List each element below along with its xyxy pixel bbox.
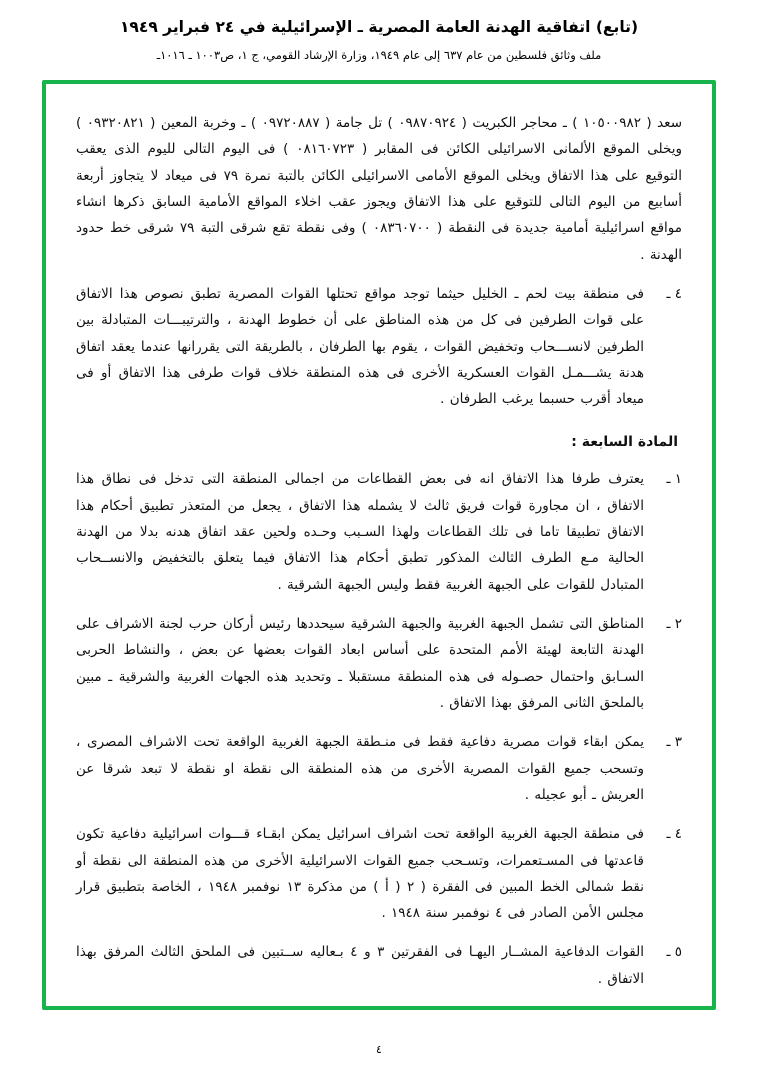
- article-marker: ٢ ـ: [666, 616, 682, 632]
- page-title: (تابع) اتفاقية الهدنة العامة المصرية ـ الإسرائيلية في ٢٤ فبراير ١٩٤٩: [119, 18, 639, 36]
- article-item-1: [76, 466, 682, 598]
- section-heading: المادة السابعة :: [571, 434, 678, 451]
- article-item-4: [76, 821, 682, 926]
- article-marker: ١ ـ: [666, 471, 682, 488]
- article-item-5: [76, 939, 682, 992]
- article-marker: ٤ ـ: [666, 826, 682, 843]
- paragraph-text: سعد ( ١٠٥٠٠٩٨٢ ) ـ محاجر الكبريت ( ٠٩٨٧٠٩٢٤ ) تل جامة ( ٠٩٧٢٠٨٨٧ ) ـ وخربة المعين ( ٠٩٣٢٠٨٢١ ) ويخلى الموقع الألمانى الاسرائيلى الكائن فى المقابر ( ٠٨١٦٠٧٢٣ ) فى اليوم التالى لليوم الذى يعقب التوقيع على هذا الاتفاق ويخلى الموقع الأمامى الاسرائيلى الكائن بالتبة نمرة ٧٩ فى ميعاد لا يتجاوز أربعة أسابيع من اليوم التالى للتوقيع على هذا الاتفاق ويجوز عقب اخلاء المواقع الأمامية السابق ذكرها انشاء مواقع اسرائيلية أمامية جديدة فى النقطة ( ٠٨٣٦٠٧٠٠ ) وفى نقطة تقع شرقى التبة ٧٩ شرقى خط حدود الهدنة .: [76, 115, 683, 263]
- article-text: يمكن ابقاء قوات مصرية دفاعية فقط فى منـطقة الجبهة الغربية الواقعة تحت الاشراف المصرى ، وتسحب جميع القوات المصرية الأخرى من هذه المنطقة الى نقطة او نقطة لا تبعد شرقا عن العريش ـ أبو عجيله .: [76, 734, 644, 803]
- article-text: فى منطقة الجبهة الغربية الواقعة تحت اشراف اسرائيل يمكن ابقـاء قـــوات اسرائيلية دفاعية تكون قاعدتها فى المسـتعمرات، وتسـحب جميع القوات الاسرائيلية الأخرى من هذه المنطقة الى نقطة أو نقط شمالى الخط المبين فى الفقرة ( ٢ ( أ ) من مذكرة ١٣ نوفمبر ١٩٤٨ ، الخاصة بتطبيق قرار مجلس الأمن الصادر فى ٤ نوفمبر سنة ١٩٤٨ .: [76, 826, 644, 922]
- content-frame: [42, 80, 716, 1010]
- source-note: ملف وثائق فلسطين من عام ٦٣٧ إلى عام ١٩٤٩، وزارة الإرشاد القومي، ج ١، ص١٠٠٣ ـ ١٠١٦ـ: [156, 48, 602, 63]
- article-marker: ٣ ـ: [666, 734, 682, 751]
- document-header: [0, 0, 758, 65]
- paragraph-continuation: [76, 110, 682, 268]
- paragraph-item-4: [76, 281, 682, 413]
- paragraph-marker: ٤ ـ: [666, 285, 682, 302]
- article-text: يعترف طرفا هذا الاتفاق انه فى بعض القطاعات من اجمالى المنطقة التى تدخل فى نطاق هذا الاتفاق ، ان مجاورة قوات فريق ثالث لا يشمله هذا الاتفاق ، يجعل من المتعذر تطبيق أحكام هذا الاتفاق تطبيقا تاما فى تلك القطاعات ولهذا السـبب وحـده ولحين عقد اتفاق هدنه بدلا من الهدنة الحالية مـع الطرف الثالث المذكور تطبق أحكام هذا الاتفاق فيما يتعلق بالتخفيض والانســحاب المتبادل للقوات على الجبهة الغربية فقط وليس الجبهة الشرقية .: [76, 471, 644, 593]
- content-body: [46, 84, 712, 1006]
- article-item-2: [76, 611, 682, 716]
- paragraph-text: فى منطقة بيت لحم ـ الخليل حيثما توجد مواقع تحتلها القوات المصرية تطبق نصوص هذا الاتفاق على قوات الطرفين فى كل من هذه المناطق على أن خطوط الهدنة ، والترتيبـــات المتبادلة بين الطرفين لانســـحاب وتخفيض القوات ، يقوم بها الطرفان ، بالطريقة التى يقررانها عندما يعقد اتفاق هدنة يشـــمـل القوات العسكرية الأخرى فى هذه المنطقة خلاف قوات طرفى هذا الاتفاق أو فى ميعاد أقرب حسبما يرغب الطرفان .: [76, 285, 644, 408]
- page-number: ٤: [376, 1043, 382, 1056]
- article-text: المناطق التى تشمل الجبهة الغربية والجبهة الشرقية سيحددها رئيس أركان حرب لجنة الاشراف على الهدنة التابعة لهيئة الأمم المتحدة على أساس ابعاد القوات بعضها عن بعض ، والنشاط الحربى السـابق واحتمال حصـوله فى هذه المنطقة مستقبلا ـ وتحديد هذه الجهات الغربية والشرقية ـ مبين بالملحق الثانى المرفق بهذا الاتفاق .: [76, 616, 644, 711]
- article-text: القوات الدفاعية المشــار اليهـا فى الفقرتين ٣ و ٤ بـعاليه ســتبين فى الملحق الثالث المرفق بهذا الاتفاق .: [76, 944, 645, 987]
- article-marker: ٥ ـ: [666, 944, 682, 961]
- article-item-3: [76, 729, 682, 808]
